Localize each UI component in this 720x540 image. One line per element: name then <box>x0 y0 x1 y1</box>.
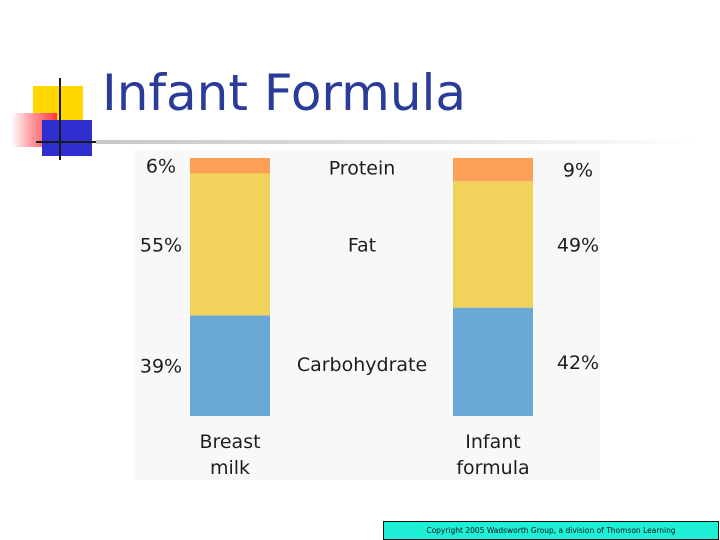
title-underline <box>96 140 696 144</box>
decor-horizontal-line <box>36 141 96 143</box>
data-label-fat-2: 49% <box>556 234 600 257</box>
data-label-carbohydrate-1: 39% <box>139 355 183 378</box>
bar-protein-1 <box>190 158 270 173</box>
bar-fat-2 <box>453 181 533 307</box>
data-label-carbohydrate-2: 42% <box>556 351 600 374</box>
decor-vertical-line <box>59 78 61 160</box>
bar-carbohydrate-1 <box>190 315 270 416</box>
bar-protein-2 <box>453 158 533 181</box>
series-label-fat: Fat <box>347 234 377 257</box>
page-title: Infant Formula <box>102 64 467 122</box>
category-label-2: Infant formula <box>456 431 530 479</box>
data-label-protein-1: 6% <box>145 155 177 178</box>
series-label-carbohydrate: Carbohydrate <box>296 353 428 376</box>
series-label-protein: Protein <box>328 157 396 180</box>
decor-blue-square <box>42 120 92 156</box>
category-label-1: Breast milk <box>199 431 261 479</box>
data-label-fat-1: 55% <box>139 234 183 257</box>
bar-fat-1 <box>190 173 270 315</box>
stacked-bar-chart <box>130 150 690 490</box>
data-label-protein-2: 9% <box>562 159 594 182</box>
bar-carbohydrate-2 <box>453 308 533 416</box>
copyright-notice: Copyright 2005 Wadsworth Group, a division of Thomson Learning <box>383 521 719 540</box>
